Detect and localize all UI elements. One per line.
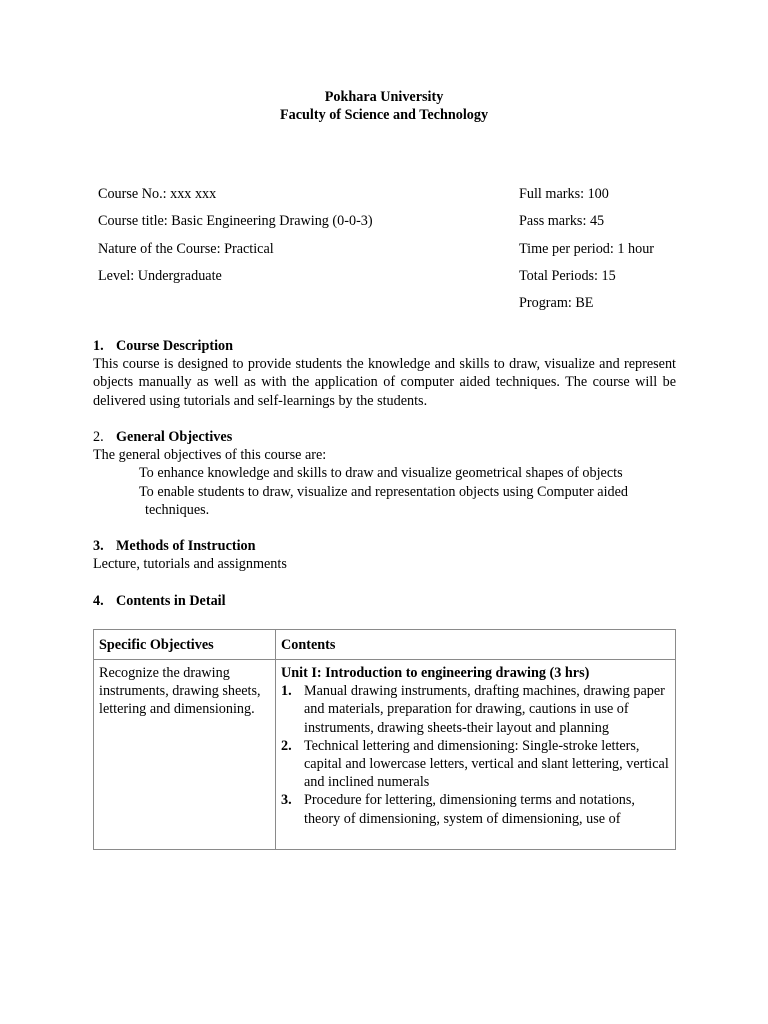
course-title: Course title: Basic Engineering Drawing (0-0-3) <box>98 213 373 230</box>
full-marks: Full marks: 100 <box>519 186 609 202</box>
section-title: Contents in Detail <box>116 593 226 609</box>
unit-items <box>281 682 670 828</box>
list-item: To enable students to draw, visualize and representation objects using Computer aided <box>139 483 628 500</box>
list-item <box>139 501 676 519</box>
item-text: Technical lettering and dimensioning: Single-stroke letters, capital and lowercase letters, vertical and slant lettering, vertical and inclined numerals <box>304 737 669 791</box>
header-contents: Contents <box>276 630 676 660</box>
section-heading <box>93 537 676 555</box>
course-number: Course No.: xxx xxx <box>98 186 217 202</box>
course-info-left <box>98 183 373 292</box>
total-periods: Total Periods: 15 <box>519 267 616 284</box>
item-number: 2. <box>281 737 292 754</box>
objective-cell: Recognize the drawing instruments, drawing sheets, lettering and dimensioning. <box>94 660 276 850</box>
objectives-list <box>139 464 676 519</box>
document-header <box>0 88 768 124</box>
section-heading <box>93 592 676 610</box>
section-number: 4. <box>93 593 104 609</box>
table-row <box>94 660 676 850</box>
course-info-right <box>519 183 654 319</box>
item-number: 3. <box>281 792 292 809</box>
item-text: Procedure for lettering, dimensioning terms and notations, theory of dimensioning, system of dimensioning, use of <box>304 792 635 827</box>
contents-table <box>93 629 676 850</box>
program: Program: BE <box>519 295 594 312</box>
item-text: Manual drawing instruments, drafting machines, drawing paper and materials, preparation for drawing, cautions in use of instruments, drawing sheets-their layout and planning <box>304 683 665 736</box>
pass-marks: Pass marks: 45 <box>519 213 605 230</box>
section-number: 1. <box>93 338 104 354</box>
section-number: 2. <box>93 429 104 445</box>
section-heading <box>93 337 676 355</box>
section-methods-of-instruction <box>93 537 676 573</box>
table-header-row <box>94 630 676 660</box>
header-specific-objectives: Specific Objectives <box>94 630 276 660</box>
section-title: Methods of Instruction <box>116 538 256 554</box>
unit-title: Unit I: Introduction to engineering drawing (3 hrs) <box>281 665 590 681</box>
list-item: To enhance knowledge and skills to draw and visualize geometrical shapes of objects <box>139 465 623 482</box>
section-title: Course Description <box>116 338 234 354</box>
list-item <box>281 791 670 827</box>
section-course-description <box>93 337 676 410</box>
list-item-continuation: techniques. <box>145 501 210 518</box>
list-item <box>281 737 670 792</box>
course-nature: Nature of the Course: Practical <box>98 240 274 257</box>
course-description-text: This course is designed to provide students the knowledge and skills to draw, visualize and represent objects manually as well as with the application of computer aided techniques. The course will be delivered using tutorials and self-learnings by the students. <box>93 356 676 409</box>
university-name: Pokhara University <box>324 89 444 105</box>
item-number: 1. <box>281 683 292 700</box>
course-level: Level: Undergraduate <box>98 267 222 284</box>
section-title: General Objectives <box>116 429 233 445</box>
time-per-period: Time per period: 1 hour <box>519 240 655 257</box>
section-number: 3. <box>93 538 104 554</box>
list-item <box>281 682 670 737</box>
objectives-intro: The general objectives of this course are: <box>93 447 327 464</box>
section-heading <box>93 428 676 446</box>
contents-cell <box>276 660 676 850</box>
faculty-name: Faculty of Science and Technology <box>279 107 489 123</box>
section-general-objectives <box>93 428 676 519</box>
methods-text: Lecture, tutorials and assignments <box>93 556 287 573</box>
section-contents-in-detail <box>93 592 676 610</box>
